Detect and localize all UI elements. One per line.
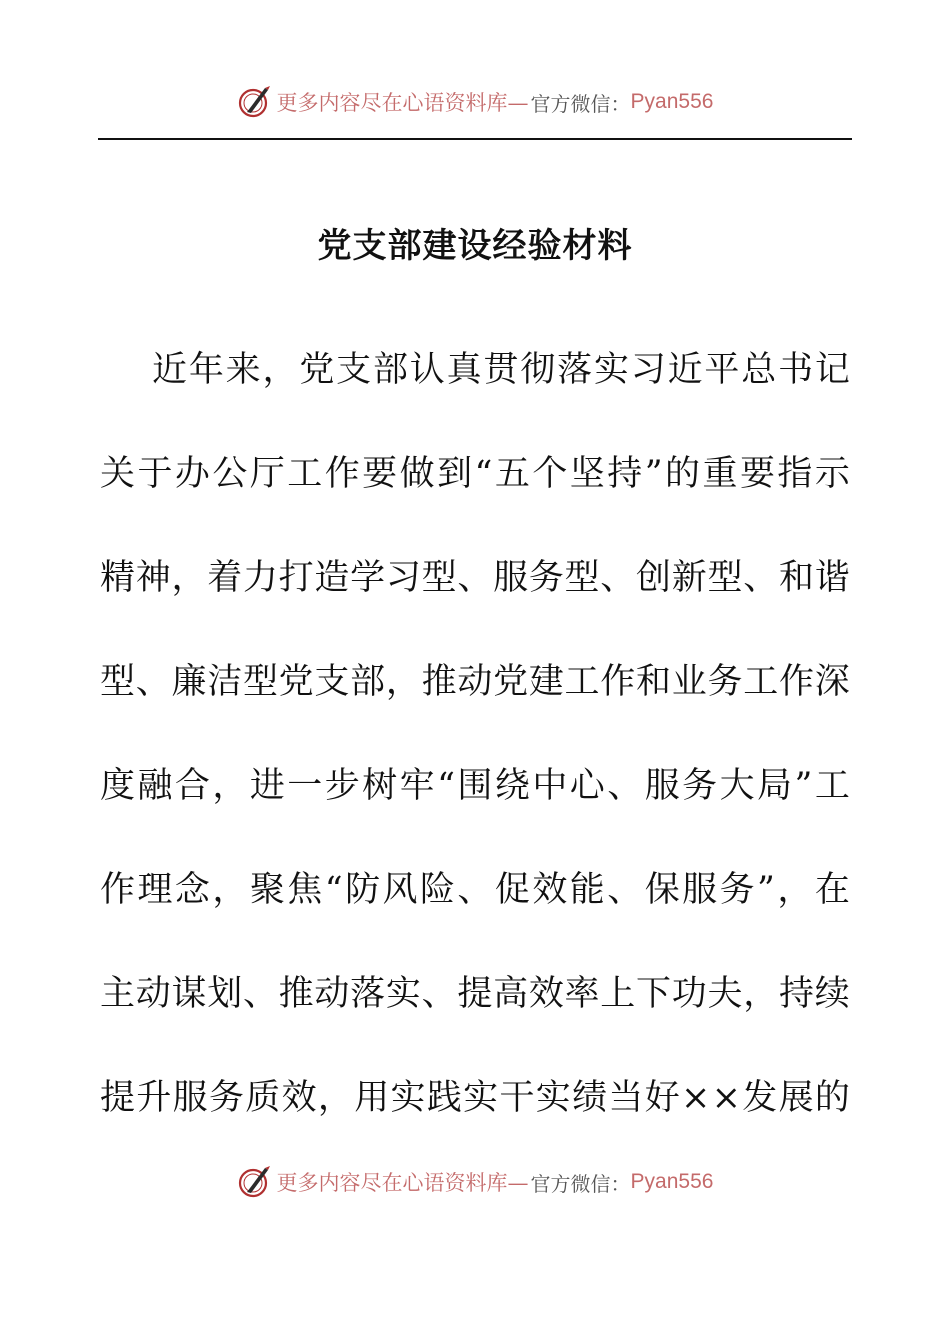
body-line: 提 升 服 务 质 效 ， 用 实 践 实 干 实 绩 当 好 × × 发 展 的 (100, 1078, 850, 1118)
banner-wechat-id: Pyan556 (630, 1170, 714, 1193)
body-line: 关 于 办 公 厅 工 作 要 做 到 “ 五 个 坚 持 ” 的 重 要 指 示 (100, 454, 850, 494)
body-line: 型 、 廉 洁 型 党 支 部 ， 推 动 党 建 工 作 和 业 务 工 作 深 (100, 662, 850, 702)
body-line: 主 动 谋 划 、 推 动 落 实 、 提 高 效 率 上 下 功 夫 ， 持 续 (100, 974, 850, 1014)
document-body (100, 340, 850, 1172)
banner-promo-text: 更多内容尽在心语资料库— (276, 1171, 529, 1195)
body-line: 度 融 合 ， 进 一 步 树 牢 “ 围 绕 中 心 、 服 务 大 局 ” 工 (100, 766, 850, 806)
document-title: 党支部建设经验材料 (317, 226, 633, 266)
header-divider (98, 138, 852, 140)
body-line: 近 年 来 ， 党 支 部 认 真 贯 彻 落 实 习 近 平 总 书 记 (152, 350, 850, 390)
banner-wechat-label: 官方微信： (530, 91, 631, 116)
body-line: 作 理 念 ， 聚 焦 “ 防 风 险 、 促 效 能 、 保 服 务 ” ， 在 (100, 870, 850, 910)
body-line: 精 神 ， 着 力 打 造 学 习 型 、 服 务 型 、 创 新 型 、 和 谐 (100, 558, 850, 598)
quill-circle-icon (237, 84, 273, 120)
header-banner (0, 80, 950, 124)
banner-wechat-label: 官方微信： (530, 1171, 631, 1196)
banner-wechat-id: Pyan556 (630, 90, 714, 113)
footer-banner (0, 1160, 950, 1204)
banner-promo-text: 更多内容尽在心语资料库— (276, 91, 529, 115)
quill-circle-icon (237, 1164, 273, 1200)
